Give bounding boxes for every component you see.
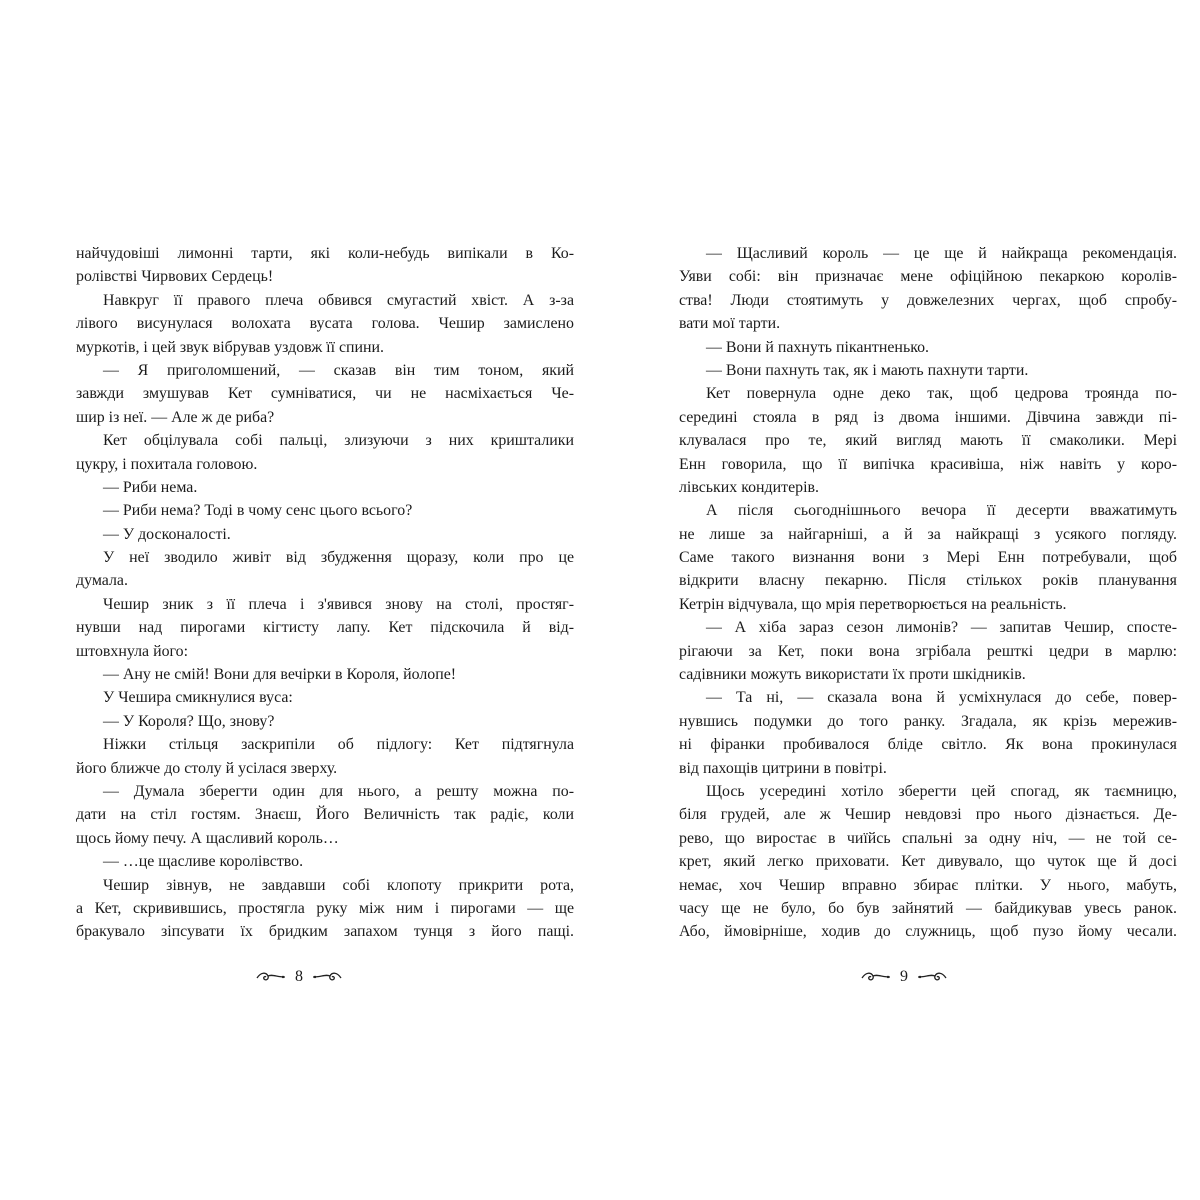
right-ornament-icon (311, 970, 343, 984)
text-line: ролівстві Чирвових Сердець! (76, 268, 274, 286)
right-ornament-icon (916, 970, 948, 984)
text-line: клувалася про те, який вигляд мають її смаколики. Мері (679, 432, 1177, 450)
page-number: 9 (900, 968, 908, 985)
text-line: — Щасливий король — це ще й найкраща рекомендація. (706, 245, 1177, 262)
text-line: Чешир зівнув, не завдавши собі клопоту прикрити рота, (103, 876, 574, 894)
text-line: Або, ймовірніше, ходив до служниць, щоб пузо йому чесали. (679, 923, 1177, 941)
text-line: штовхнула його: (76, 642, 189, 660)
text-line: — …це щасливе королівство. (103, 853, 304, 871)
text-line: від пахощів цитрини в повітрі. (679, 759, 887, 777)
text-line: бракувало зіпсувати їх бридким запахом тунця з його пащі. (76, 923, 574, 941)
text-line: Саме такого визнання вони з Мері Енн потребували, щоб (679, 549, 1177, 567)
text-line: У Чешира смикнулися вуса: (103, 689, 293, 707)
text-line: рево, що виростає в чиїйсь спальні за одну ніч, — не той се- (679, 829, 1177, 847)
text-line: думала. (76, 572, 128, 590)
text-line: — Ану не смій! Вони для вечірки в Короля, йолопе! (103, 666, 457, 684)
text-line: відкрити власну пекарню. Після стількох років планування (679, 572, 1177, 590)
text-line: — Та ні, — сказала вона й усміхнулася до себе, повер- (706, 689, 1177, 707)
text-line: щось йому печу. А щасливий король… (76, 829, 339, 847)
text-line: лівого висунулася волохата вусата голова. Чешир замислено (76, 315, 574, 333)
text-line: Щось усередині хотіло зберегти цей спогад, як таємницю, (706, 782, 1177, 800)
text-line: Кет обцілувала собі пальці, злизуючи з них кришталики (103, 432, 574, 450)
text-line: не лише за найгарніші, а й за найкращі з усякого погляду. (679, 525, 1177, 543)
text-line: садівники можуть використати їх проти шкідників. (679, 666, 1026, 684)
text-line: немає, хоч Чешир вправно збирає плітки. У нього, мабуть, (679, 876, 1177, 894)
text-line: — Думала зберегти один для нього, а решту можна по- (103, 782, 574, 800)
left-ornament-icon (860, 970, 892, 984)
left-ornament-icon (255, 970, 287, 984)
text-line: найчудовіші лимонні тарти, які коли-небудь випікали в Ко- (76, 245, 574, 262)
text-line: нувши над пирогами кігтисту лапу. Кет підскочила й від- (76, 619, 574, 637)
right-page-text (679, 242, 1177, 944)
left-page-folio (255, 962, 343, 992)
text-line: ства! Люди стоятимуть у довжелезних чергах, щоб спробу- (679, 291, 1177, 309)
text-line: дати на стіл гостям. Знаєш, Його Величність так радіє, коли (76, 806, 574, 824)
text-line: — Вони й пахнуть пікантненько. (706, 338, 930, 356)
text-line: крет, який легко приховати. Кет дивувало, що чуток ще й досі (679, 853, 1177, 871)
text-line: а Кет, скривившись, простягла руку між ним і пирогами — ще (76, 899, 574, 917)
right-page-folio (860, 962, 948, 992)
text-line: — Риби нема? Тоді в чому сенс цього всього? (103, 502, 413, 520)
text-line: цукру, і похитала головою. (76, 455, 258, 473)
text-line: середині стояла в ряд із двома іншими. Дівчина завжди пі- (679, 408, 1177, 426)
text-line: вати мої тарти. (679, 315, 781, 333)
text-line: — А хіба зараз сезон лимонів? — запитав Чешир, спосте- (706, 619, 1177, 637)
text-line: — Вони пахнуть так, як і мають пахнути тарти. (706, 361, 1029, 379)
text-line: Кет повернула одне деко так, щоб цедрова троянда по- (706, 385, 1177, 403)
text-line: нувшись подумки до того ранку. Згадала, як крізь мережив- (679, 712, 1177, 730)
page-number: 8 (295, 968, 303, 985)
text-line: Ніжки стільця заскрипіли об підлогу: Кет підтягнула (103, 736, 574, 754)
text-line: часу ще не було, бо був зайнятий — байдикував увесь ранок. (679, 899, 1177, 917)
text-line: лівських кондитерів. (679, 478, 819, 496)
text-line: завжди змушував Кет сумніватися, чи не насміхається Че- (76, 385, 574, 403)
text-line: У неї зводило живіт від збудження щоразу, коли про це (103, 549, 574, 567)
text-line: — У досконалості. (103, 525, 231, 543)
text-line: його ближче до столу й усілася зверху. (76, 759, 338, 777)
text-line: — У Короля? Що, знову? (103, 712, 275, 730)
text-line: ні фіранки пробивалося бліде світло. Як вона прокинулася (679, 736, 1177, 754)
left-page-text (76, 242, 574, 944)
text-line: Енн говорила, що її випічка красивіша, ніж навіть у коро- (679, 455, 1177, 473)
text-line: Уяви собі: він призначає мене офіційною пекаркою королів- (679, 268, 1177, 286)
text-line: біля грудей, але ж Чешир невдовзі про нього дізнається. Де- (679, 806, 1177, 824)
text-line: — Риби нема. (103, 478, 198, 496)
text-line: А після сьогоднішнього вечора її десерти вважатимуть (706, 502, 1177, 520)
text-line: Навкруг її правого плеча обвився смугастий хвіст. А з-за (103, 291, 574, 309)
text-line: Чешир зник з її плеча і з'явився знову на столі, простяг- (103, 595, 574, 613)
text-line: Кетрін відчувала, що мрія перетворюється на реальність. (679, 595, 1067, 613)
text-line: рігаючи за Кет, поки вона згрібала решткі цедри в марлю: (679, 642, 1177, 660)
text-line: шир із неї. — Але ж де риба? (76, 408, 275, 426)
text-line: — Я приголомшений, — сказав він тим тоном, який (103, 361, 574, 379)
text-line: муркотів, і цей звук вібрував уздовж її спини. (76, 338, 385, 356)
